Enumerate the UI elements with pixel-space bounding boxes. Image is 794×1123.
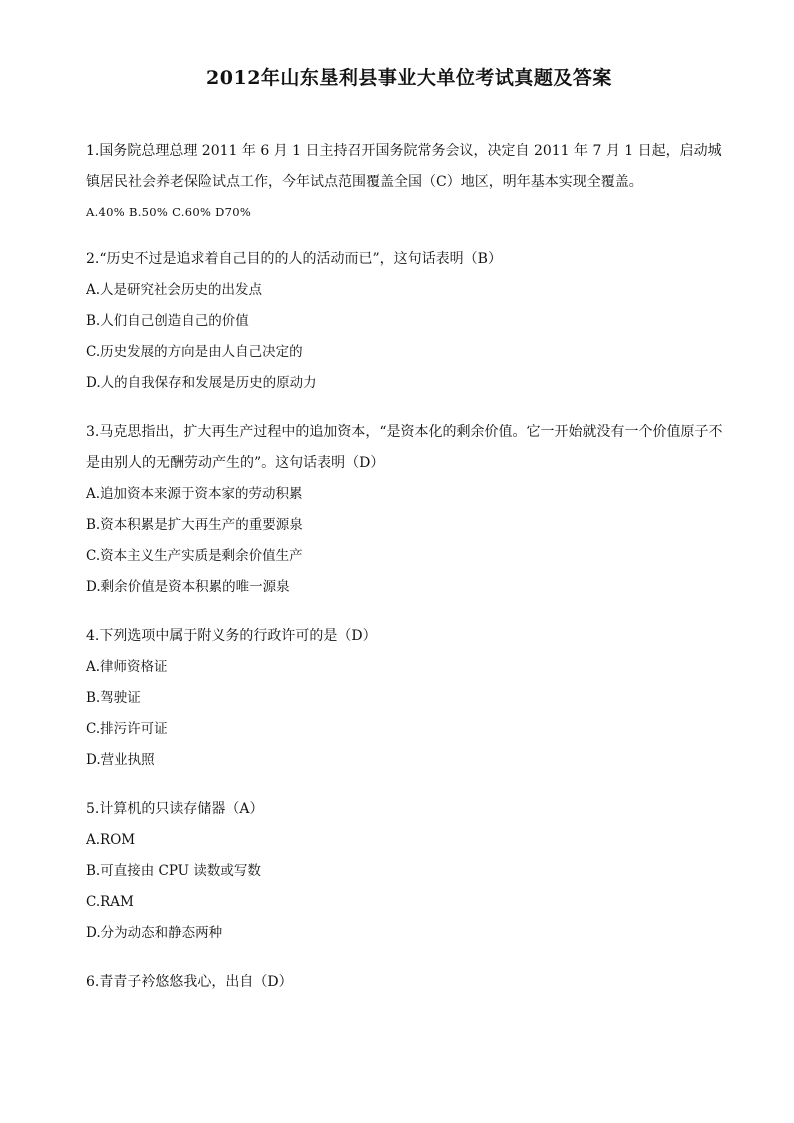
option-list: [86, 825, 732, 949]
option-c: C.RAM: [86, 894, 134, 910]
option-c: C.资本主义生产实质是剩余价值生产: [86, 548, 303, 564]
option-a: A.人是研究社会历史的出发点: [86, 282, 263, 298]
option-a: A.ROM: [86, 832, 136, 848]
question-stem: 5.计算机的只读存储器（A）: [86, 801, 264, 817]
question-3: [86, 417, 732, 603]
question-2: [86, 244, 732, 399]
question-6: [86, 967, 732, 998]
question-5: [86, 794, 732, 949]
option-list: [86, 652, 732, 776]
option-d: D.剩余价值是资本积累的唯一源泉: [86, 579, 290, 595]
option-d: D.人的自我保存和发展是历史的原动力: [86, 375, 317, 391]
document-title: 2012年山东垦利县事业大单位考试真题及答案: [206, 67, 612, 89]
question-options-inline: A.40% B.50% C.60% D70%: [86, 205, 252, 219]
question-1: [86, 136, 732, 226]
option-a: A.律师资格证: [86, 659, 168, 675]
option-b: B.可直接由 CPU 读数或写数: [86, 863, 261, 879]
option-c: C.排污许可证: [86, 721, 168, 737]
option-c: C.历史发展的方向是由人自己决定的: [86, 344, 303, 360]
question-stem: 1.国务院总理总理 2011 年 6 月 1 日主持召开国务院常务会议，决定自 2011 年 7 月 1 日起，启动城镇居民社会养老保险试点工作，今年试点范围覆盖全国（C）地区，明年基本实现全覆盖。: [86, 143, 722, 190]
option-list: [86, 479, 732, 603]
question-4: [86, 621, 732, 776]
question-stem: 2.“历史不过是追求着自己目的的人的活动而已”，这句话表明（B）: [86, 251, 502, 267]
option-a: A.追加资本来源于资本家的劳动积累: [86, 486, 303, 502]
option-b: B.资本积累是扩大再生产的重要源泉: [86, 517, 303, 533]
option-b: B.驾驶证: [86, 690, 141, 706]
option-b: B.人们自己创造自己的价值: [86, 313, 249, 329]
question-stem: 4.下列选项中属于附义务的行政许可的是（D）: [86, 628, 377, 644]
option-d: D.分为动态和静态两种: [86, 925, 223, 941]
question-stem: 6.青青子衿悠悠我心，出自（D）: [86, 974, 293, 990]
option-d: D.营业执照: [86, 752, 155, 768]
question-stem: 3.马克思指出，扩大再生产过程中的追加资本，“是资本化的剩余价值。它一开始就没有一个价值原子不是由别人的无酬劳动产生的”。这句话表明（D）: [86, 424, 723, 471]
option-list: [86, 275, 732, 399]
